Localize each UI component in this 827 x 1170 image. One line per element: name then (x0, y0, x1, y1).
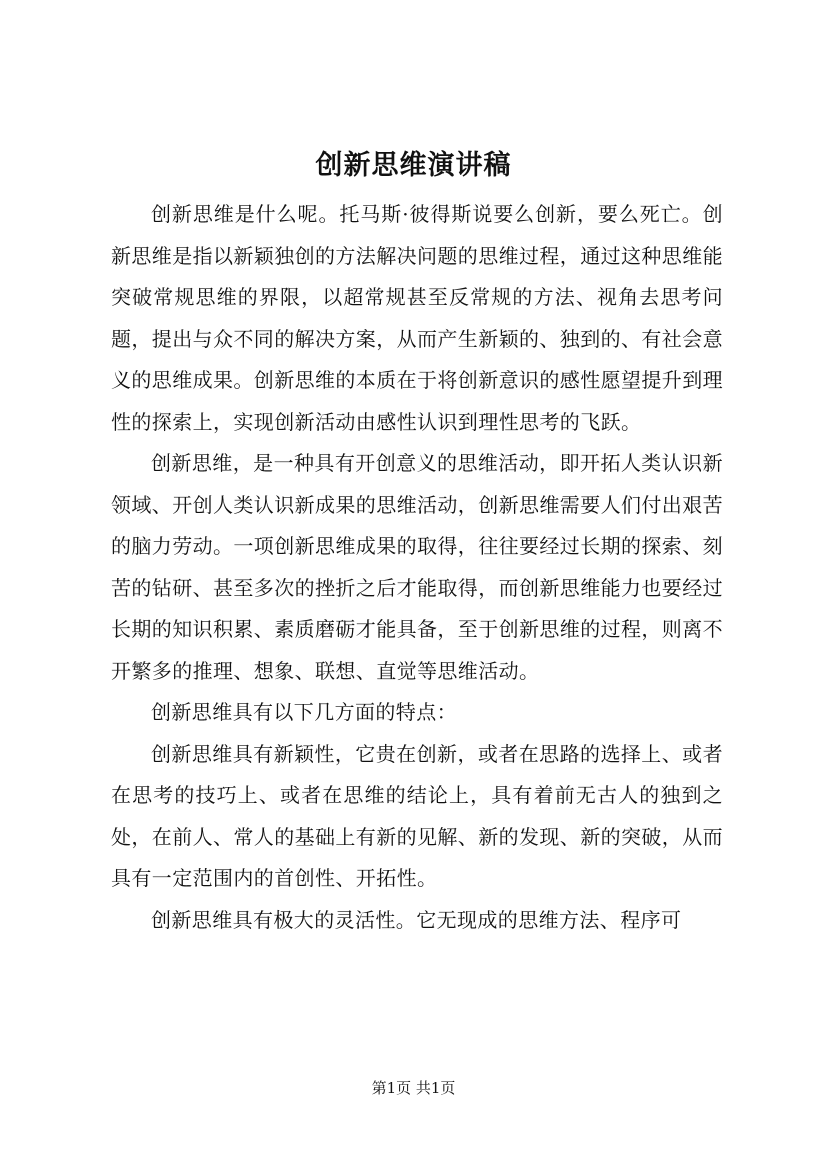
document-body (111, 194, 723, 941)
paragraph: 创新思维具有以下几方面的特点： (151, 700, 457, 724)
document-title: 创新思维演讲稿 (315, 150, 512, 181)
page-footer: 第1页 共1页 (371, 1079, 456, 1097)
paragraph: 创新思维，是一种具有开创意义的思维活动，即开拓人类认识新领域、开创人类认识新成果的思维活动，创新思维需要人们付出艰苦的脑力劳动。一项创新思维成果的取得，往往要经过长期的探索、刻苦的钻研、甚至多次的挫折之后才能取得，而创新思维能力也要经过长期的知识积累、素质磨砺才能具备，至于创新思维的过程，则离不开繁多的推理、想象、联想、直觉等思维活动。 (111, 451, 723, 683)
paragraph: 创新思维具有新颖性，它贵在创新，或者在思路的选择上、或者在思考的技巧上、或者在思维的结论上，具有着前无古人的独到之处，在前人、常人的基础上有新的见解、新的发现、新的突破，从而具有一定范围内的首创性、开拓性。 (111, 741, 723, 890)
paragraph: 创新思维具有极大的灵活性。它无现成的思维方法、程序可 (151, 907, 682, 932)
paragraph: 创新思维是什么呢。托马斯·彼得斯说要么创新，要么死亡。创新思维是指以新颖独创的方法解决问题的思维过程，通过这种思维能突破常规思维的界限，以超常规甚至反常规的方法、视角去思考问题，提出与众不同的解决方案，从而产生新颖的、独到的、有社会意义的思维成果。创新思维的本质在于将创新意识的感性愿望提升到理性的探索上，实现创新活动由感性认识到理性思考的飞跃。 (111, 202, 723, 434)
